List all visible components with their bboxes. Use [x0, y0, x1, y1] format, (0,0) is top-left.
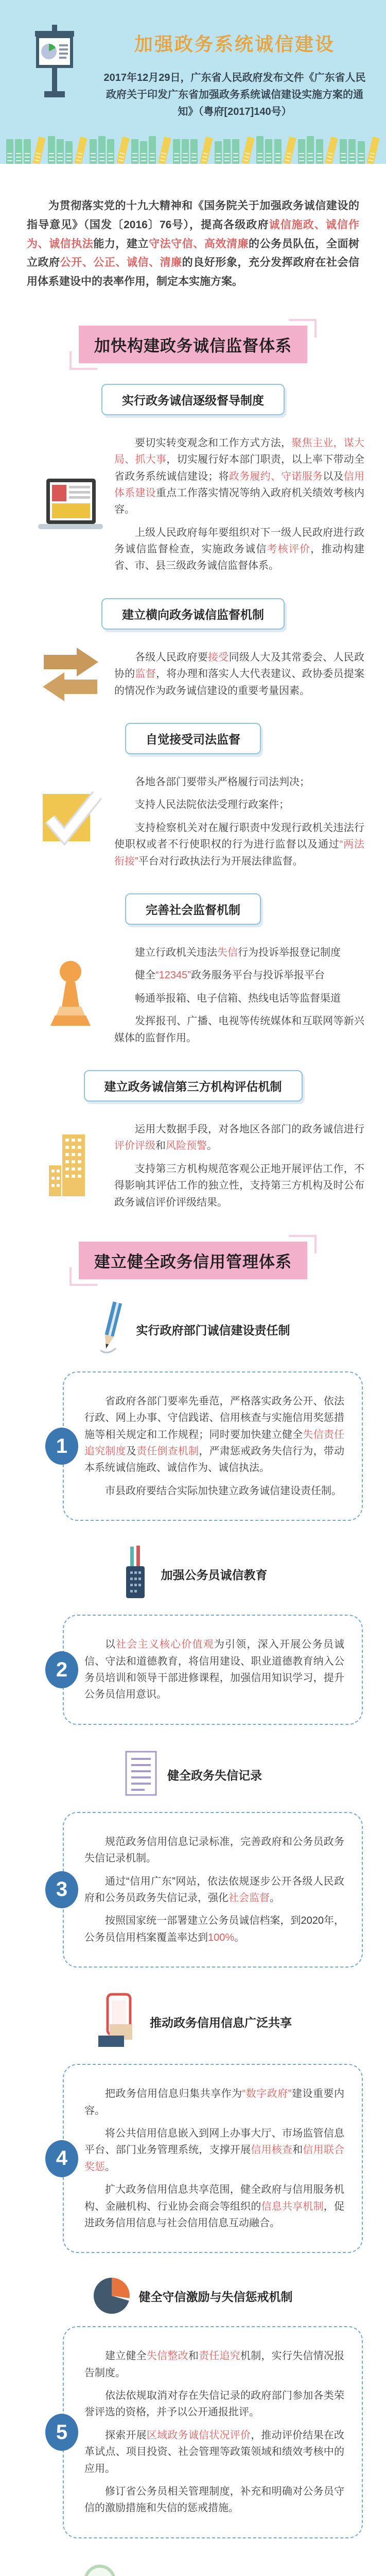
- header: [0, 0, 386, 164]
- paragraph: 将公共信用信息嵌入到网上办事大厅、市场监管信息平台、部门业务管理系统，支撑开展信用核查和信用联合奖惩。: [84, 2127, 345, 2173]
- item-title: 实行政府部门诚信建设责任制: [136, 1323, 290, 1337]
- list-item: [0, 384, 386, 581]
- item-title: 健全政务失信记录: [167, 1768, 262, 1782]
- paragraph: 支持第三方机构规范客观公正地开展评估工作，不得影响其评估工作的独立性，支持第三方机构及时公布政务诚信评价评级结果。: [114, 1163, 364, 1208]
- book: [90, 139, 97, 164]
- list-item: [0, 2278, 386, 2538]
- book: [366, 137, 379, 164]
- book: [57, 139, 64, 164]
- book: [65, 141, 73, 164]
- book: [149, 136, 156, 164]
- swap-arrows-icon: [27, 646, 114, 702]
- block-title: 实行政务诚信逐级督导制度: [101, 384, 285, 415]
- paragraph: 支持检察机关对在履行职责中发现行政机关违法行使职权或者不行使职权的行为进行监督以及通过“两法衔接”平台对行政执法行为开展法律监督。: [114, 822, 364, 867]
- paragraph: 市县政府要结合实际加快建立政务诚信建设责任制。: [105, 1485, 342, 1497]
- paragraph: 畅通举报箱、电子信箱、热线电话等监督渠道: [135, 992, 341, 1004]
- paragraph: 各地各部门要带头严格履行司法判决；: [135, 776, 310, 788]
- paragraph: 建立健全失信整改和责任追究机制，实行失信情况报告制度。: [84, 2350, 345, 2379]
- paragraph: 发挥报刊、广播、电视等传统媒体和互联网等新兴媒体的监督作用。: [114, 1015, 364, 1044]
- book: [325, 137, 338, 164]
- number-badge: 1: [45, 1428, 78, 1465]
- book: [33, 137, 46, 164]
- book: [215, 141, 222, 164]
- book: [158, 137, 171, 164]
- block-title: 完善社会监督机制: [125, 893, 261, 925]
- book: [232, 139, 239, 164]
- book: [48, 136, 55, 164]
- section-heading-2: 建立健全政务信用管理体系: [79, 1242, 307, 1279]
- book: [358, 141, 365, 164]
- book: [190, 139, 198, 164]
- header-texts: [99, 25, 371, 121]
- list-item: [0, 598, 386, 705]
- paragraph: 建立行政机关违法失信行为投诉举报登记制度: [135, 947, 341, 958]
- book: [283, 137, 296, 164]
- paragraph: 依法依规取消对存在失信记录的政府部门参加各类荣誉评选的资格，并予以公开通报批评。: [84, 2390, 344, 2418]
- item-title: 推动政务信用信息广泛共享: [150, 2016, 292, 2030]
- item-title: 健全守信激励与失信惩戒机制: [138, 2290, 293, 2303]
- book: [140, 141, 147, 164]
- book: [6, 139, 13, 164]
- books-graphic: [0, 121, 386, 164]
- paragraph: 省政府各部门要率先垂范，严格落实政务公开、依法行政、网上办事、守信践诺、信用核查与实施信用奖惩措施等相关规定和工作规程；同时要加快建立健全失信责任追究制度及责任倒查机制，严肃惩戒政务失信行为，带动本系统诚信施政、诚信作为、诚信执法。: [84, 1395, 345, 1474]
- check-icon: [27, 791, 114, 853]
- number-badge: 4: [45, 2140, 78, 2177]
- book: [223, 139, 231, 164]
- book: [182, 139, 189, 164]
- list-item: [0, 2563, 386, 2576]
- item-title: 加强公务员诚信教育: [161, 1568, 268, 1582]
- presentation-chart-icon: [31, 25, 78, 105]
- header-top: [0, 25, 386, 121]
- book: [316, 139, 323, 164]
- laptop-icon: [27, 478, 114, 532]
- paragraph: 上级人民政府每年要组织对下一级人民政府进行政务诚信监督检查，实施政务诚信考核评价，推动构建省、市、县三级政务诚信监督体系。: [114, 527, 365, 572]
- pie-chart-icon: [94, 2278, 130, 2314]
- paragraph: 支持人民法院依法受理行政案件；: [135, 799, 289, 811]
- book: [75, 137, 87, 164]
- pen-holder-icon: [119, 1546, 152, 1602]
- book: [107, 139, 114, 164]
- paragraph: 以社会主义核心价值观为引领，深入开展公务员诚信、守法和道德教育，将信用建设、职业道德教育纳入公务员培训和领导干部进修课程，加强信用知识学习，提升公务员信用意识。: [84, 1639, 345, 1701]
- document-icon: [124, 1750, 158, 1800]
- book: [173, 139, 180, 164]
- chess-pawn-icon: [27, 959, 114, 1031]
- section-heading-1: 加快构建政务诚信监督体系: [79, 326, 307, 363]
- number-badge: 3: [45, 1871, 78, 1908]
- paragraph: 运用大数据手段，对各地区各部门的政务诚信进行评价评级和风险预警。: [114, 1123, 364, 1152]
- book: [348, 139, 356, 164]
- intro-paragraph: 为贯彻落实党的十九大精神和《国务院关于加强政务诚信建设的指导意见》（国发〔2016〕76号），提高各级政府诚信施政、诚信作为、诚信执法能力，建立守法守信、高效清廉的公务员队伍，全面树立政府公开、公正、诚信、清廉的良好形象，充分发挥政府在社会信用体系建设中的表率作用，制定本实施方案。: [27, 200, 360, 287]
- book: [298, 139, 305, 164]
- block-title: 建立横向政务诚信监督机制: [101, 598, 285, 630]
- book: [131, 139, 138, 164]
- number-badge: 2: [45, 1651, 78, 1688]
- book: [15, 139, 22, 164]
- book: [241, 137, 254, 164]
- paragraph: 探索开展区域政务诚信状况评价，推动评价结果在改革试点、项目投资、社会管理等政策领域和绩效考核中的应用。: [84, 2429, 345, 2475]
- book: [340, 139, 347, 164]
- list-item: [0, 1300, 386, 1521]
- number-badge: 5: [45, 2414, 78, 2451]
- list-item: [0, 1992, 386, 2253]
- pencil-icon: [96, 1300, 127, 1359]
- paragraph: 扩大政务信用信息共享范围，健全政府与信用服务机构、金融机构、行业协会商会等组织的信息共享机制，促进政务信用信息与社会信用信息互动融合。: [84, 2184, 345, 2229]
- list-item: [0, 1750, 386, 1968]
- block-title: 建立政务诚信第三方机构评估机制: [84, 1070, 303, 1101]
- list-item: [0, 723, 386, 876]
- paragraph: 各级人民政府要接受同级人大及其常委会、人民政协的监督，将办理和落实人大代表建议、政协委员提案的情况作为政务诚信建设的重要考量因素。: [114, 651, 365, 697]
- paragraph: 健全“12345”政务服务平台与投诉举报平台: [135, 970, 325, 981]
- list-item: [0, 893, 386, 1053]
- book: [24, 139, 31, 164]
- buildings-icon: [27, 1133, 114, 1198]
- magnifier-icon: [80, 2563, 119, 2576]
- page-subtitle: 2017年12月29日，广东省人民政府发布文件《广东省人民政府关于印发广东省加强政务系统诚信建设实施方案的通知》（粤府[2017]140号）: [103, 72, 366, 117]
- book: [116, 137, 129, 164]
- page-title: 加强政务系统诚信建设: [134, 33, 335, 55]
- book: [265, 139, 272, 164]
- book: [200, 137, 213, 164]
- list-item: [0, 1070, 386, 1217]
- paragraph: 按照国家统一部署建立公务员诚信档案，到2020年，公务员信用档案覆盖率达到100%。: [84, 1915, 344, 1943]
- phone-hand-icon: [94, 1992, 141, 2052]
- block-title: 自觉接受司法监督: [125, 723, 261, 754]
- book: [256, 136, 264, 164]
- book: [307, 136, 314, 164]
- book: [274, 139, 282, 164]
- list-item: [0, 1546, 386, 1725]
- paragraph: 修订省公务员相关管理制度，补充和明确对公务员守信的激励措施和失信的惩戒措施。: [84, 2486, 344, 2514]
- paragraph: 通过“信用广东”网站，依法依规逐步公开各级人民政府和公务员政务失信记录，强化社会监督。: [84, 1875, 344, 1904]
- paragraph: 把政务信用信息归集共享作为“数字政府”建设重要内容。: [84, 2088, 345, 2116]
- paragraph: 要切实转变观念和工作方式方法，聚焦主业，谋大局、抓大事，切实履行好本部门职责，以上率下带动全省政务系统诚信建设；将政务履约、守诺服务以及信用体系建设重点工作落实情况等纳入政府机关绩效考核内容。: [114, 437, 365, 516]
- book: [98, 136, 106, 164]
- intro-section: [0, 164, 386, 301]
- paragraph: 规范政务信用信息记录标准，完善政府和公务员政务失信记录机制。: [84, 1836, 344, 1865]
